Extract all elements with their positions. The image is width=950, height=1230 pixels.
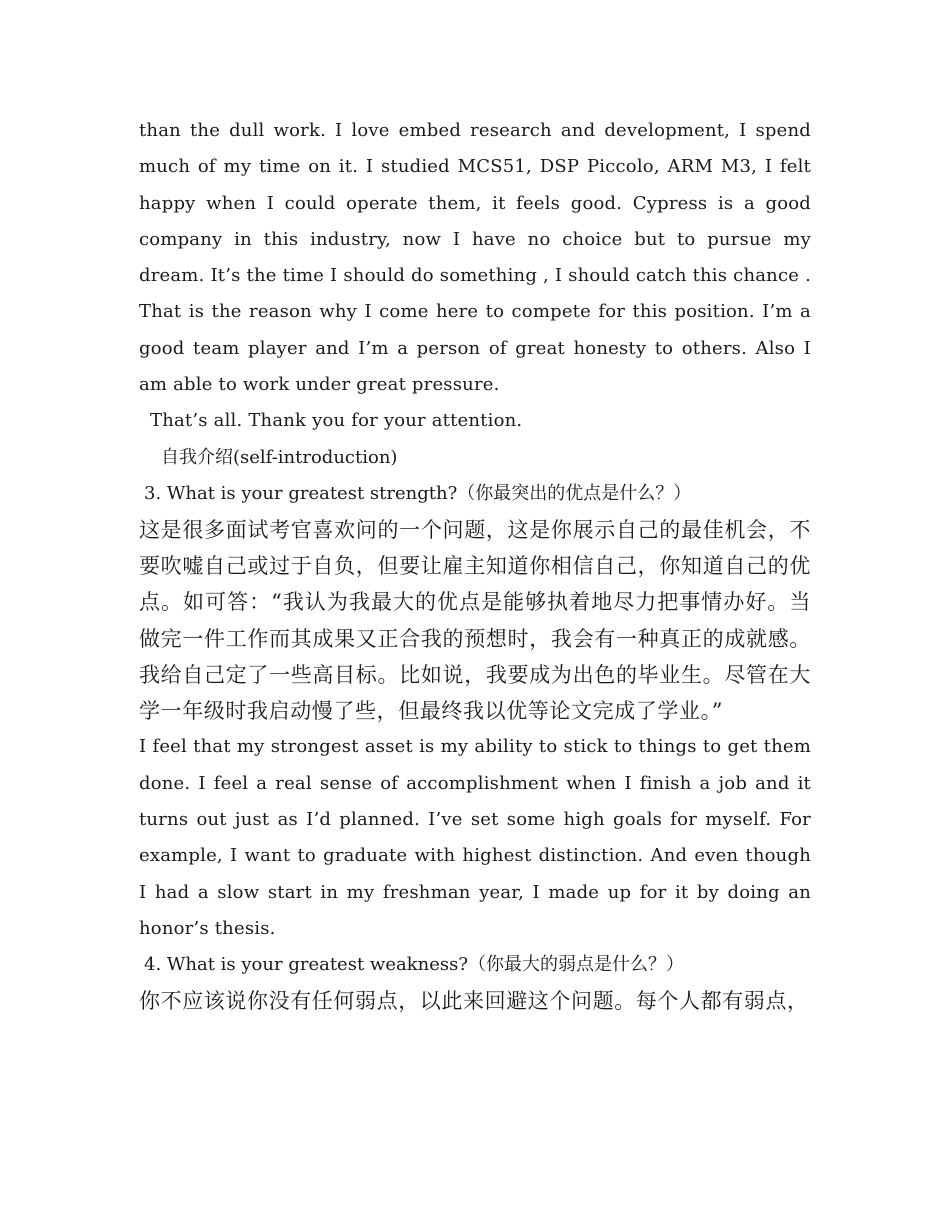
paragraph-english-1: than the dull work. I love embed research and development, I spend much of my time on it. I studied MCS51, DSP Piccolo, ARM M3, I felt happy when I could operate them, it feels good. Cypress is a good company in this industry, now I have no choice but to pursue my dream. It’s the time I should do something , I should catch this chance . That is the reason why I come here to compete for this position. I’m a good team player and I’m a person of great honesty to others. Also I am able to work under great pressure. [139,120,811,396]
paragraph-chinese-1: 这是很多面试考官喜欢问的一个问题，这是你展示自己的最佳机会，不要吹嘘自己或过于自负，但要让雇主知道你相信自己，你知道自己的优点。如可答：“我认为我最大的优点是能够执着地尽力把事情办好。当做完一件工作而其成果又正合我的预想时，我会有一种真正的成就感。我给自己定了一些高目标。比如说，我要成为出色的毕业生。尽管在大学一年级时我启动慢了些，但最终我以优等论文完成了学业。” [139,517,811,724]
paragraph-chinese-2: 你不应该说你没有任何弱点，以此来回避这个问题。每个人都有弱点， [139,989,809,1014]
question-4-heading: 4. What is your greatest weakness?（你最大的弱点是什么？） [144,954,684,976]
paragraph-english-2: I feel that my strongest asset is my ability to stick to things to get them done. I feel a real sense of accomplishment when I finish a job and it turns out just as I’d planned. I’ve set some high goals for myself. For example, I want to graduate with highest distinction. And even though I had a slow start in my freshman year, I made up for it by doing an honor’s thesis. [139,736,811,939]
question-3-heading: 3. What is your greatest strength?（你最突出的优点是什么？） [144,482,692,504]
paragraph-closing: That’s all. Thank you for your attention. [150,410,523,432]
document-body [139,113,811,1020]
section-heading-self-introduction: 自我介绍(self-introduction) [161,446,398,468]
